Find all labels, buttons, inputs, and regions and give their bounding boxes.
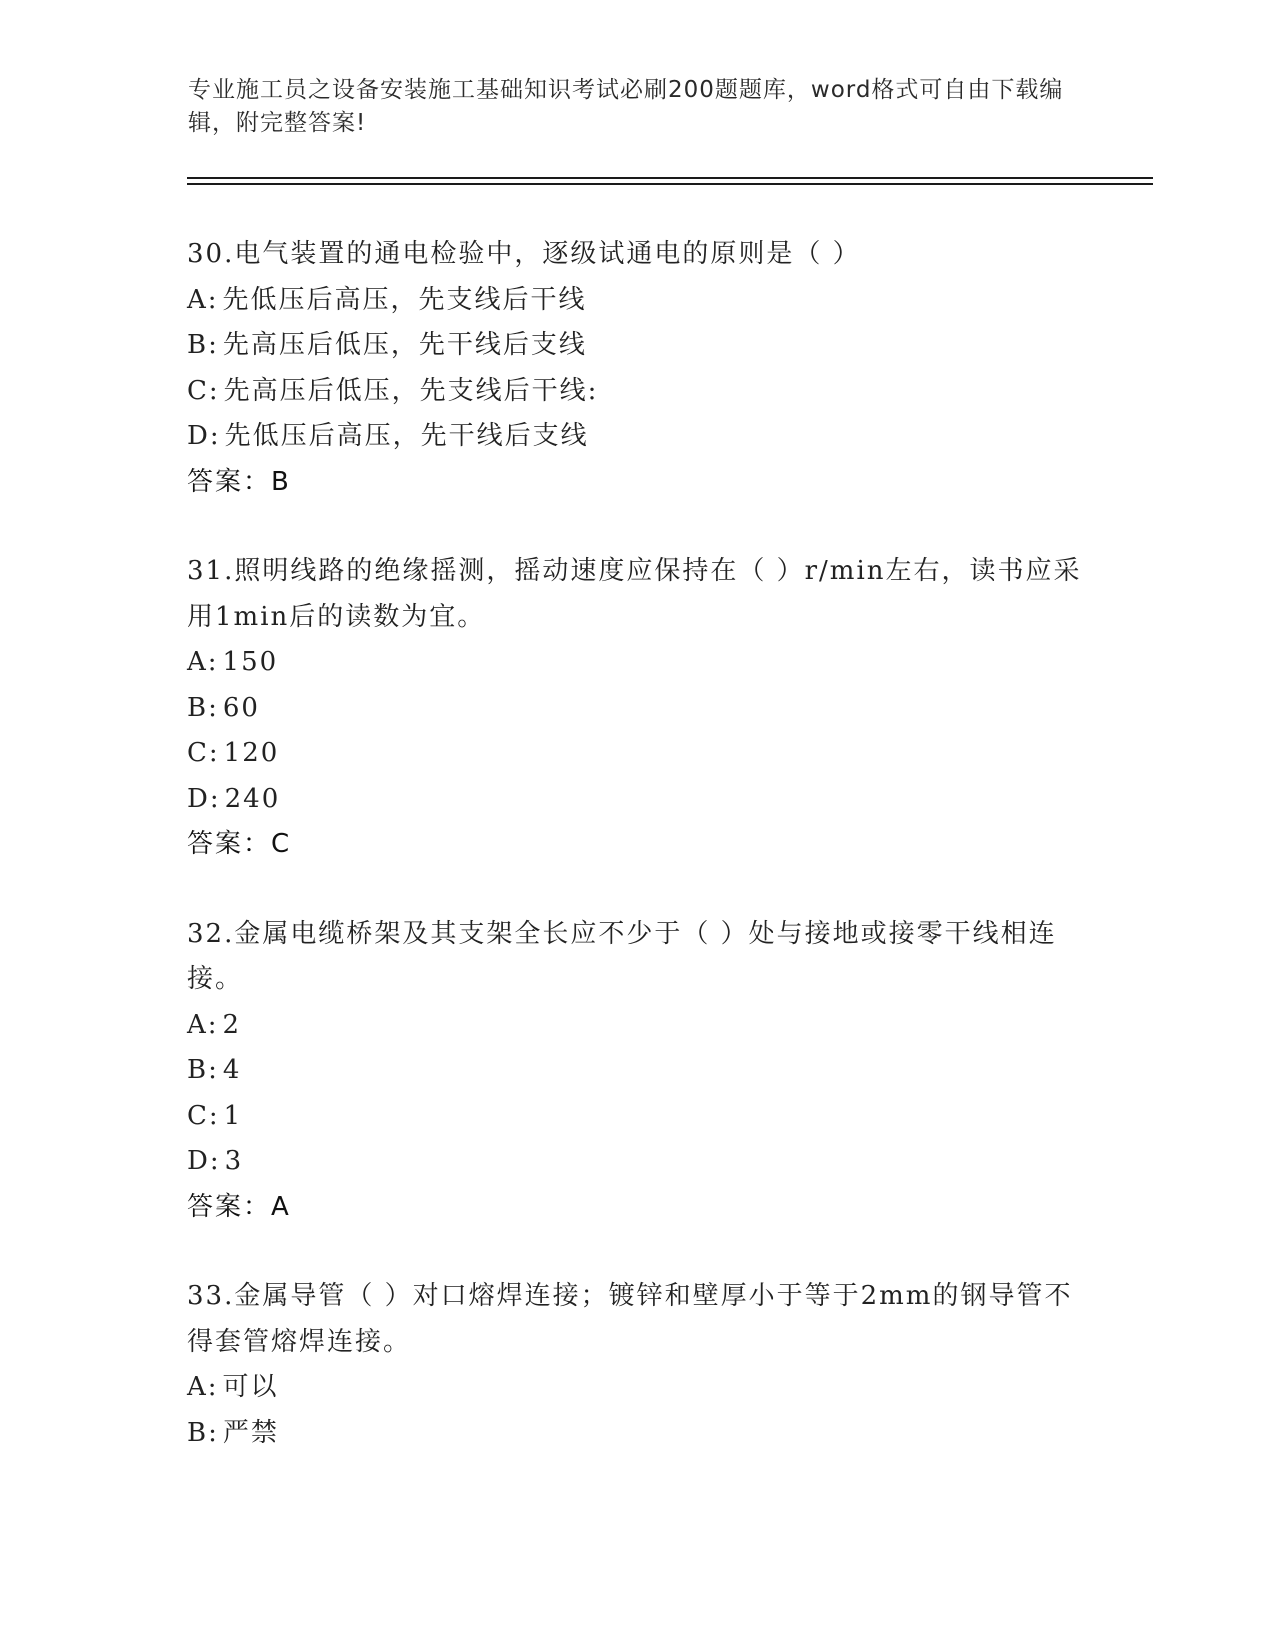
option-text: 120: [223, 738, 280, 768]
option-letter: B:: [187, 692, 219, 723]
question-31: [187, 549, 1087, 868]
question-list: [187, 232, 1087, 1500]
option-text: 可以: [222, 1372, 279, 1402]
option-text: 150: [222, 647, 279, 677]
option-c: [187, 731, 1087, 777]
question-stem: 33.金属导管（ ）对口熔焊连接；镀锌和壁厚小于等于2mm的钢导管不得套管熔焊连接。: [187, 1281, 1073, 1357]
option-a: [187, 640, 1087, 686]
option-letter: B:: [187, 330, 219, 360]
option-a: [187, 1003, 1087, 1049]
option-d: [187, 1139, 1087, 1185]
option-text: 3: [224, 1146, 244, 1176]
answer-line: 答案：C: [187, 829, 292, 859]
option-letter: A:: [187, 1009, 219, 1040]
option-b: [187, 1048, 1087, 1094]
option-text: 4: [222, 1055, 242, 1085]
option-b: [187, 686, 1087, 732]
option-text: 严禁: [222, 1417, 279, 1448]
option-text: 2: [222, 1009, 242, 1040]
question-33: [187, 1274, 1087, 1456]
option-letter: D:: [187, 421, 221, 451]
option-letter: A:: [187, 647, 219, 677]
option-a: [187, 1365, 1087, 1411]
option-letter: A:: [187, 284, 219, 315]
question-stem: 31.照明线路的绝缘摇测，摇动速度应保持在（ ）r/min左右，读书应采用1min后的读数为宜。: [187, 556, 1082, 632]
option-c: [187, 369, 1087, 415]
option-letter: C:: [187, 375, 220, 406]
option-letter: C:: [187, 738, 220, 768]
option-text: 先高压后低压，先支线后干线:: [223, 375, 599, 406]
option-text: 240: [224, 783, 281, 814]
document-header: 专业施工员之设备安装施工基础知识考试必刷200题题库，word格式可自由下载编辑，附完整答案!: [188, 77, 1064, 136]
option-c: [187, 1094, 1087, 1140]
option-text: 1: [223, 1100, 243, 1131]
option-letter: D:: [187, 1146, 221, 1176]
answer-line: 答案：A: [187, 1191, 291, 1222]
option-d: [187, 414, 1087, 460]
option-letter: B:: [187, 1417, 219, 1448]
question-stem: 30.电气装置的通电检验中，逐级试通电的原则是（ ）: [187, 239, 861, 269]
answer-line: 答案：B: [187, 466, 291, 497]
option-b: [187, 323, 1087, 369]
question-stem: 32.金属电缆桥架及其支架全长应不少于（ ）处与接地或接零干线相连接。: [187, 918, 1057, 994]
header-rule-bottom: [187, 183, 1153, 185]
option-d: [187, 777, 1087, 823]
option-letter: B:: [187, 1055, 219, 1085]
option-text: 先低压后高压，先支线后干线: [222, 284, 587, 315]
option-letter: D:: [187, 783, 221, 814]
option-text: 60: [222, 692, 260, 723]
header-rule-top: [187, 177, 1153, 179]
option-text: 先高压后低压，先干线后支线: [222, 330, 587, 360]
question-32: [187, 912, 1087, 1231]
option-letter: C:: [187, 1100, 220, 1131]
option-text: 先低压后高压，先干线后支线: [224, 421, 589, 451]
option-a: [187, 278, 1087, 324]
option-letter: A:: [187, 1372, 219, 1402]
option-b: [187, 1411, 1087, 1457]
question-30: [187, 232, 1087, 505]
